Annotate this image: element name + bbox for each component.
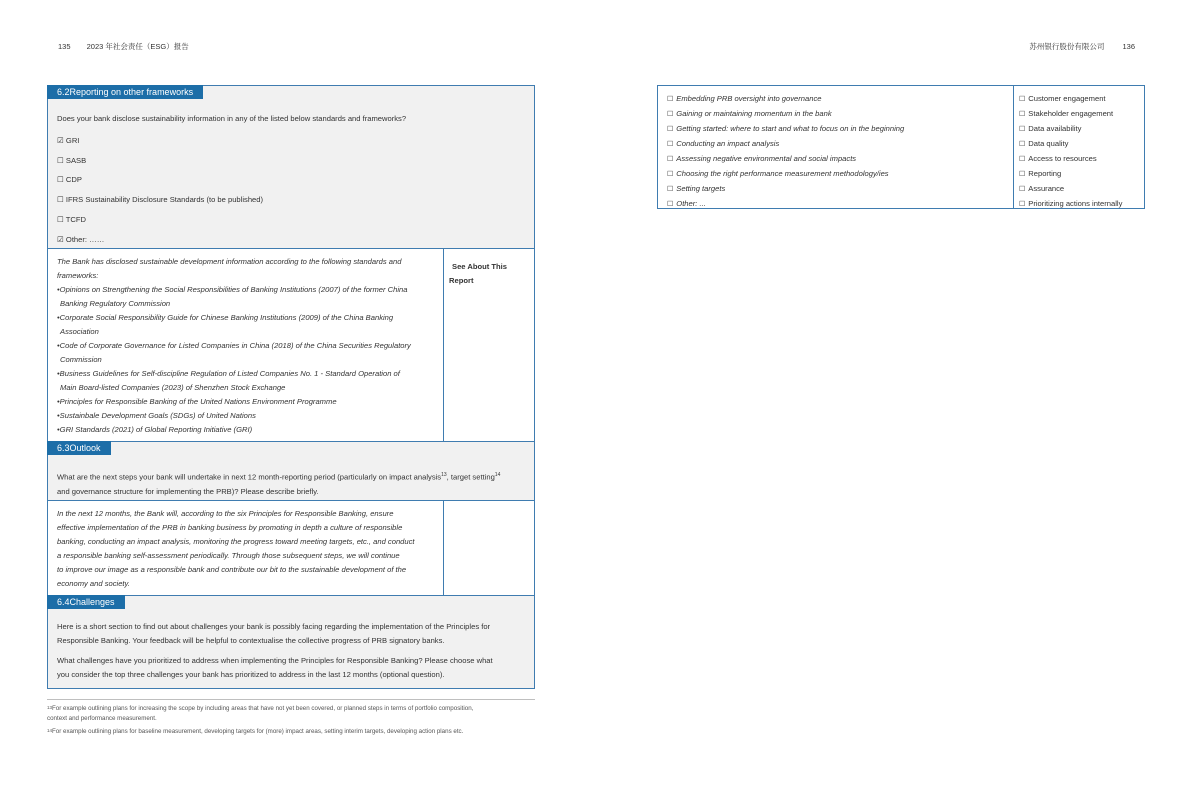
checkbox-icon[interactable]: ☐: [667, 201, 674, 208]
answer-line: The Bank has disclosed sustainable development information according to the following standards and: [57, 257, 402, 266]
reference-line: Report: [449, 276, 474, 285]
challenge-option[interactable]: [667, 92, 904, 107]
framework-options: [57, 131, 263, 249]
answer-line: •Principles for Responsible Banking of the United Nations Environment Programme: [57, 397, 337, 406]
section-6-2-question-text: Does your bank disclose sustainability information in any of the listed below standards and frameworks?: [57, 114, 407, 123]
section-6-2-tab: 6.2Reporting on other frameworks: [47, 85, 203, 99]
challenge-label: Data quality: [1028, 139, 1069, 148]
footnote-14: [47, 727, 537, 737]
checkbox-icon[interactable]: ☐: [667, 126, 674, 133]
answer-line: economy and society.: [57, 579, 130, 588]
answer-column-divider: [443, 249, 444, 441]
checkbox-icon[interactable]: ☐: [667, 111, 674, 118]
challenge-option[interactable]: [1019, 107, 1122, 122]
answer-line: effective implementation of the PRB in banking business by promoting in depth a culture of responsible: [57, 523, 403, 532]
challenges-right-column: [1019, 92, 1122, 212]
section-6-3-question: [47, 441, 535, 501]
footnote-number: 13: [47, 705, 53, 710]
checkbox-icon[interactable]: ☐: [1019, 96, 1026, 103]
checklist-column-divider: [1013, 86, 1014, 208]
challenge-label: Prioritizing actions internally: [1028, 199, 1123, 208]
checkbox-icon[interactable]: ☐: [1019, 156, 1026, 163]
challenge-label: Other: ...: [676, 199, 706, 208]
answer-line: In the next 12 months, the Bank will, according to the six Principles for Responsible Banking, ensure: [57, 509, 394, 518]
answer-line: frameworks:: [57, 271, 99, 280]
challenge-option[interactable]: [1019, 167, 1122, 182]
checkbox-icon[interactable]: ☐: [1019, 141, 1026, 148]
question-line: you consider the top three challenges your bank has prioritized to address in the last 12 months (optional question).: [57, 670, 445, 679]
question-text-part: What are the next steps your bank will undertake in next 12 month-reporting period (particularly on impact analysis: [57, 472, 442, 482]
intro-line: Here is a short section to find out about challenges your bank is possibly facing regarding the implementation of the Principles for: [57, 622, 491, 631]
challenge-label: Embedding PRB oversight into governance: [676, 94, 822, 103]
section-6-4-tab: 6.4Challenges: [47, 595, 125, 609]
left-page-number: 135: [58, 42, 71, 51]
footnote-text: For example outlining plans for increasing the scope by including areas that have not yet been covered, or planned steps in terms of portfolio composition,: [52, 705, 474, 712]
question-text-part: , target setting: [446, 472, 495, 482]
left-page-header: [58, 41, 189, 52]
framework-option[interactable]: ☐ SASB: [57, 155, 87, 165]
section-6-3-tab: 6.3Outlook: [47, 441, 111, 455]
challenge-option[interactable]: [1019, 137, 1122, 152]
footnote-separator: [47, 699, 535, 700]
footnote-text: For example outlining plans for baseline measurement, developing targets for (more) impact areas, setting interim targets, developing action plans etc.: [52, 728, 464, 735]
challenge-label: Customer engagement: [1028, 94, 1106, 103]
section-6-4-intro: [57, 620, 532, 648]
left-header-title: 2023 年社会责任（ESG）报告: [86, 42, 189, 51]
framework-option[interactable]: ☐ TCFD: [57, 214, 87, 224]
answer-line: Commission: [60, 355, 102, 364]
checkbox-icon[interactable]: ☐: [1019, 186, 1026, 193]
challenge-label: Conducting an impact analysis: [676, 139, 780, 148]
framework-option[interactable]: ☐ CDP: [57, 175, 82, 185]
checkbox-icon[interactable]: ☐: [667, 186, 674, 193]
footnote-text: context and performance measurement.: [47, 715, 157, 722]
challenge-label: Choosing the right performance measurement methodology/ies: [676, 169, 889, 178]
challenge-option[interactable]: [667, 152, 904, 167]
challenges-checklist-table: [657, 85, 1145, 209]
checkbox-icon[interactable]: ☐: [1019, 201, 1026, 208]
challenge-option[interactable]: [667, 122, 904, 137]
challenges-left-column: [667, 92, 904, 212]
challenge-label: Getting started: where to start and what to focus on in the beginning: [676, 124, 905, 133]
see-about-report-reference[interactable]: [449, 260, 507, 288]
challenge-label: Setting targets: [676, 184, 726, 193]
answer-line: Main Board-listed Companies (2023) of Shenzhen Stock Exchange: [60, 383, 286, 392]
challenge-option[interactable]: [1019, 152, 1122, 167]
framework-option[interactable]: ☑ GRI: [57, 136, 80, 145]
challenge-label: Data availability: [1028, 124, 1082, 133]
answer-line: to improve our image as a responsible bank and contribute our bit to the sustainable development of the: [57, 565, 407, 574]
footnote-13: [47, 704, 537, 724]
challenge-option[interactable]: [1019, 197, 1122, 212]
checkbox-icon[interactable]: ☐: [1019, 111, 1026, 118]
footnote-number: 14: [47, 728, 53, 733]
answer-line: a responsible banking self-assessment periodically. Through those subsequent steps, we will continue: [57, 551, 400, 560]
challenge-option[interactable]: [667, 167, 904, 182]
challenge-option[interactable]: [667, 107, 904, 122]
footnote-ref-14[interactable]: 14: [494, 472, 501, 478]
challenge-label: Access to resources: [1028, 154, 1097, 163]
checkbox-icon[interactable]: ☐: [1019, 171, 1026, 178]
checkbox-icon[interactable]: ☐: [667, 141, 674, 148]
challenge-label: Reporting: [1028, 169, 1062, 178]
right-page-header: [1029, 41, 1135, 52]
answer-line: banking, conducting an impact analysis, monitoring the progress toward meeting targets, etc., and conduct: [57, 537, 415, 546]
answer-line: •Opinions on Strengthening the Social Responsibilities of Banking Institutions (2007) of the former China: [57, 285, 408, 294]
challenge-option[interactable]: [667, 137, 904, 152]
challenge-label: Stakeholder engagement: [1028, 109, 1114, 118]
section-6-3-question-text: [57, 468, 532, 499]
checkbox-icon[interactable]: ☐: [667, 156, 674, 163]
answer-line: •Corporate Social Responsibility Guide for Chinese Banking Institutions (2009) of the China Banking: [57, 313, 394, 322]
checkbox-icon[interactable]: ☐: [667, 171, 674, 178]
answer-line: Banking Regulatory Commission: [60, 299, 171, 308]
section-6-2-answer: [47, 248, 535, 442]
right-header-title: 苏州银行股份有限公司: [1029, 42, 1105, 51]
checkbox-icon[interactable]: ☐: [667, 96, 674, 103]
section-6-3-answer-text: [57, 507, 441, 591]
section-6-2-answer-text: [57, 255, 441, 437]
answer-column-divider: [443, 501, 444, 595]
section-6-2-question: [47, 85, 535, 249]
answer-line: Association: [60, 327, 99, 336]
right-page-number: 136: [1122, 42, 1135, 51]
challenge-option[interactable]: [1019, 182, 1122, 197]
question-line: What challenges have you prioritized to address when implementing the Principles for Responsible Banking? Please choose what: [57, 656, 493, 665]
footnote-ref-13[interactable]: 13: [441, 472, 447, 478]
answer-line: •Code of Corporate Governance for Listed Companies in China (2018) of the China Securities Regulatory: [57, 341, 411, 350]
framework-option[interactable]: ☑ Other: ……: [57, 234, 105, 244]
answer-line: •Business Guidelines for Self-discipline Regulation of Listed Companies No. 1 - Standard Operation of: [57, 369, 400, 378]
challenge-option[interactable]: [1019, 92, 1122, 107]
challenge-option[interactable]: [667, 197, 904, 212]
question-text-line: and governance structure for implementing the PRB)? Please describe briefly.: [57, 486, 319, 496]
answer-line: •Sustainbale Development Goals (SDGs) of United Nations: [57, 411, 256, 420]
answer-line: •GRI Standards (2021) of Global Reporting Initiative (GRI): [57, 425, 253, 434]
framework-option[interactable]: ☐ IFRS Sustainability Disclosure Standards (to be published): [57, 195, 264, 205]
section-6-4-challenges: [47, 595, 535, 689]
section-6-3-answer: [47, 500, 535, 596]
challenge-label: Assessing negative environmental and social impacts: [676, 154, 857, 163]
intro-line: Responsible Banking. Your feedback will be helpful to contextualise the collective progress of PRB signatory banks.: [57, 636, 445, 645]
reference-line: See About This: [452, 262, 507, 271]
challenge-option[interactable]: [667, 182, 904, 197]
challenge-option[interactable]: [1019, 122, 1122, 137]
challenge-label: Gaining or maintaining momentum in the bank: [676, 109, 832, 118]
challenge-label: Assurance: [1028, 184, 1065, 193]
section-6-4-question: [57, 654, 532, 682]
checkbox-icon[interactable]: ☐: [1019, 126, 1026, 133]
